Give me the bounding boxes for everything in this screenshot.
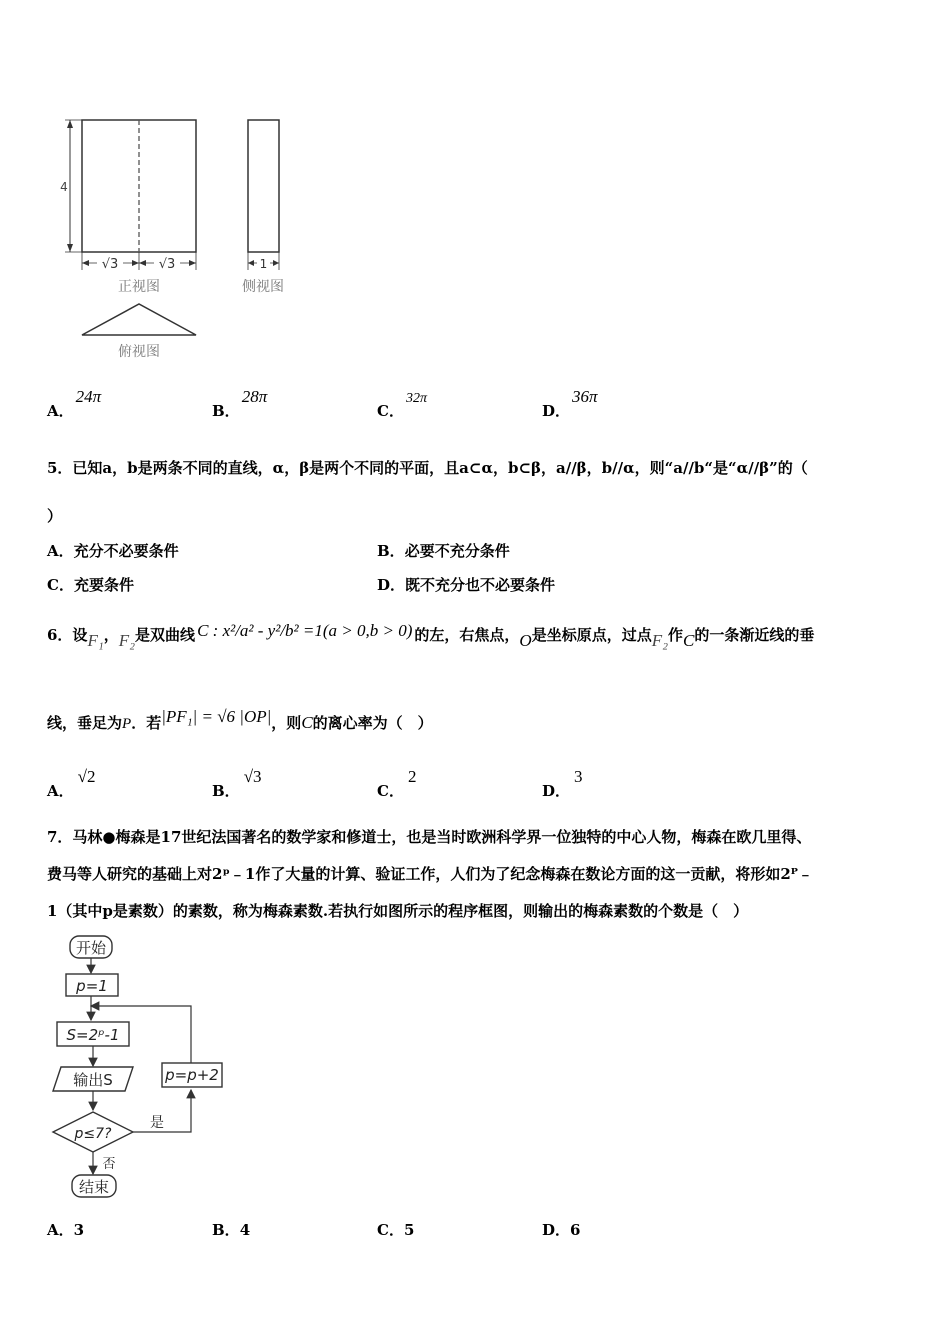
flow-output-text: 输出S (73, 1071, 113, 1089)
side-width-label: 1 (259, 257, 268, 271)
three-view-figure (55, 95, 305, 370)
q6-option-d[interactable]: D．3 (542, 767, 583, 800)
q6-stem-line1: 6．设F₁，F₂是双曲线 C : x²/a² - y²/b² =1(a > 0,b > 0) 的左，右焦点，O是坐标原点，过点F₂作C的一条渐近线的垂 (47, 621, 815, 650)
q5-stem-line2: ） (47, 507, 63, 525)
q7-option-d[interactable]: D．6 (542, 1221, 581, 1239)
q7-option-b[interactable]: B．4 (212, 1221, 251, 1239)
front-view-label: 正视图 (118, 279, 160, 295)
q7-stem-line1: 7．马林●梅森是17世纪法国著名的数学家和修道士，也是当时欧洲科学界一位独特的中心人物，梅森在欧几里得、 (47, 828, 812, 846)
q4-option-d[interactable]: D．36π (542, 387, 598, 420)
flow-end-text: 结束 (78, 1178, 110, 1196)
q4-option-b[interactable]: B．28π (212, 387, 268, 420)
q6-option-a[interactable]: A．√2 (47, 767, 96, 800)
flowchart (45, 930, 245, 1205)
q5-option-c[interactable]: C．充要条件 (47, 576, 134, 594)
width-label-1: √3 (101, 257, 119, 272)
flow-start-text: 开始 (75, 939, 107, 957)
flow-update-text: p=p+2 (165, 1066, 219, 1084)
side-view-label: 侧视图 (242, 279, 284, 295)
q7-option-c[interactable]: C．5 (377, 1221, 415, 1239)
q7-option-a[interactable]: A．3 (47, 1221, 85, 1239)
q4-option-c[interactable]: C．32π (377, 391, 427, 420)
q6-option-c[interactable]: C．2 (377, 767, 417, 800)
q5-stem-line1: 5．已知a，b是两条不同的直线，α，β是两个不同的平面，且a⊂α，b⊂β，a//β，b//α，则“a//b“是“α//β”的（ (47, 459, 808, 477)
flow-yes-label: 是 (150, 1115, 164, 1131)
width-label-2: √3 (158, 257, 176, 272)
q7-stem-line2: 费马等人研究的基础上对2ᵖ﹣1作了大量的计算、验证工作，人们为了纪念梅森在数论方面的这一贡献，将形如2ᴾ﹣ (47, 865, 813, 883)
q7-stem-line3: 1（其中p是素数）的素数，称为梅森素数.若执行如图所示的程序框图，则输出的梅森素数的个数是（ ） (47, 902, 749, 920)
q5-option-d[interactable]: D．既不充分也不必要条件 (377, 576, 556, 594)
flow-init-text: p=1 (76, 977, 108, 995)
q6-option-b[interactable]: B．√3 (212, 767, 262, 800)
q4-option-a[interactable]: A．24π (47, 387, 102, 420)
q6-stem-line2: 线，垂足为P．若|PF₁| = √6 |OP|，则C的离心率为（ ） (47, 707, 433, 732)
top-view-triangle (82, 304, 196, 335)
q5-option-a[interactable]: A．充分不必要条件 (47, 542, 179, 560)
side-view-rect (248, 120, 279, 252)
flow-no-label: 否 (102, 1157, 116, 1172)
flow-condition-text: p≤7? (74, 1126, 112, 1142)
top-view-label: 俯视图 (118, 344, 160, 360)
flow-assign-text: S=2ᵖ-1 (66, 1026, 120, 1044)
q5-option-b[interactable]: B．必要不充分条件 (377, 542, 510, 560)
height-label: 4 (60, 180, 68, 194)
